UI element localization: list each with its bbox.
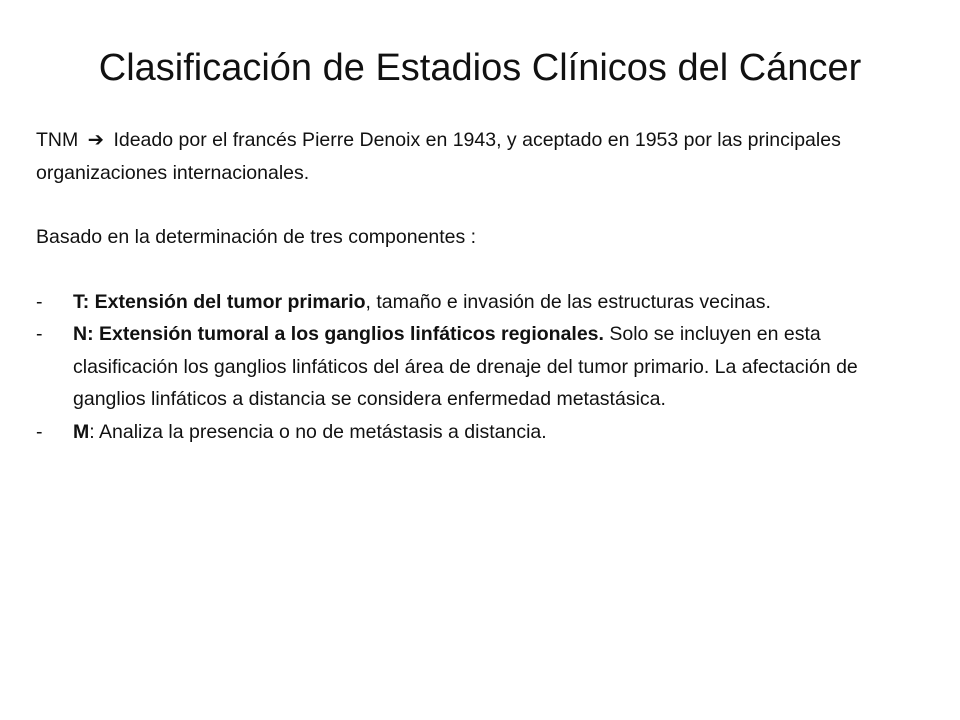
list-item-t <box>36 286 924 319</box>
intro-prefix: TNM <box>36 129 79 151</box>
right-arrow-icon: ➔ <box>87 129 105 151</box>
component-heading: T: Extensión del tumor primario <box>73 290 366 313</box>
component-description: Solo se incluyen en esta clasificación los ganglios linfáticos del área de drenaje del tumor primario. La afectación de ganglios linfáticos a distancia se considera enfermedad metastásica. <box>73 323 858 410</box>
bullet-marker: - <box>36 420 43 443</box>
spacer <box>36 254 924 286</box>
intro-paragraph <box>36 124 924 189</box>
basis-paragraph: Basado en la determinación de tres componentes : <box>36 226 477 248</box>
list-item-n <box>36 318 924 416</box>
component-heading: N: Extensión tumoral a los ganglios linfáticos regionales. <box>73 323 604 345</box>
component-description: : Analiza la presencia o no de metástasis a distancia. <box>89 420 547 443</box>
intro-text: Ideado por el francés Pierre Denoix en 1943, y aceptado en 1953 por las principales organizaciones internacionales. <box>36 129 841 184</box>
tnm-component-list <box>36 286 924 449</box>
component-description: , tamaño e invasión de las estructuras vecinas. <box>365 290 771 313</box>
bullet-marker: - <box>36 323 43 345</box>
bullet-marker: - <box>36 290 43 313</box>
component-heading: M <box>73 420 90 443</box>
list-item-m <box>36 416 924 449</box>
spacer <box>36 189 924 221</box>
slide-body <box>36 124 924 448</box>
slide-title: Clasificación de Estadios Clínicos del Cáncer <box>98 47 862 89</box>
